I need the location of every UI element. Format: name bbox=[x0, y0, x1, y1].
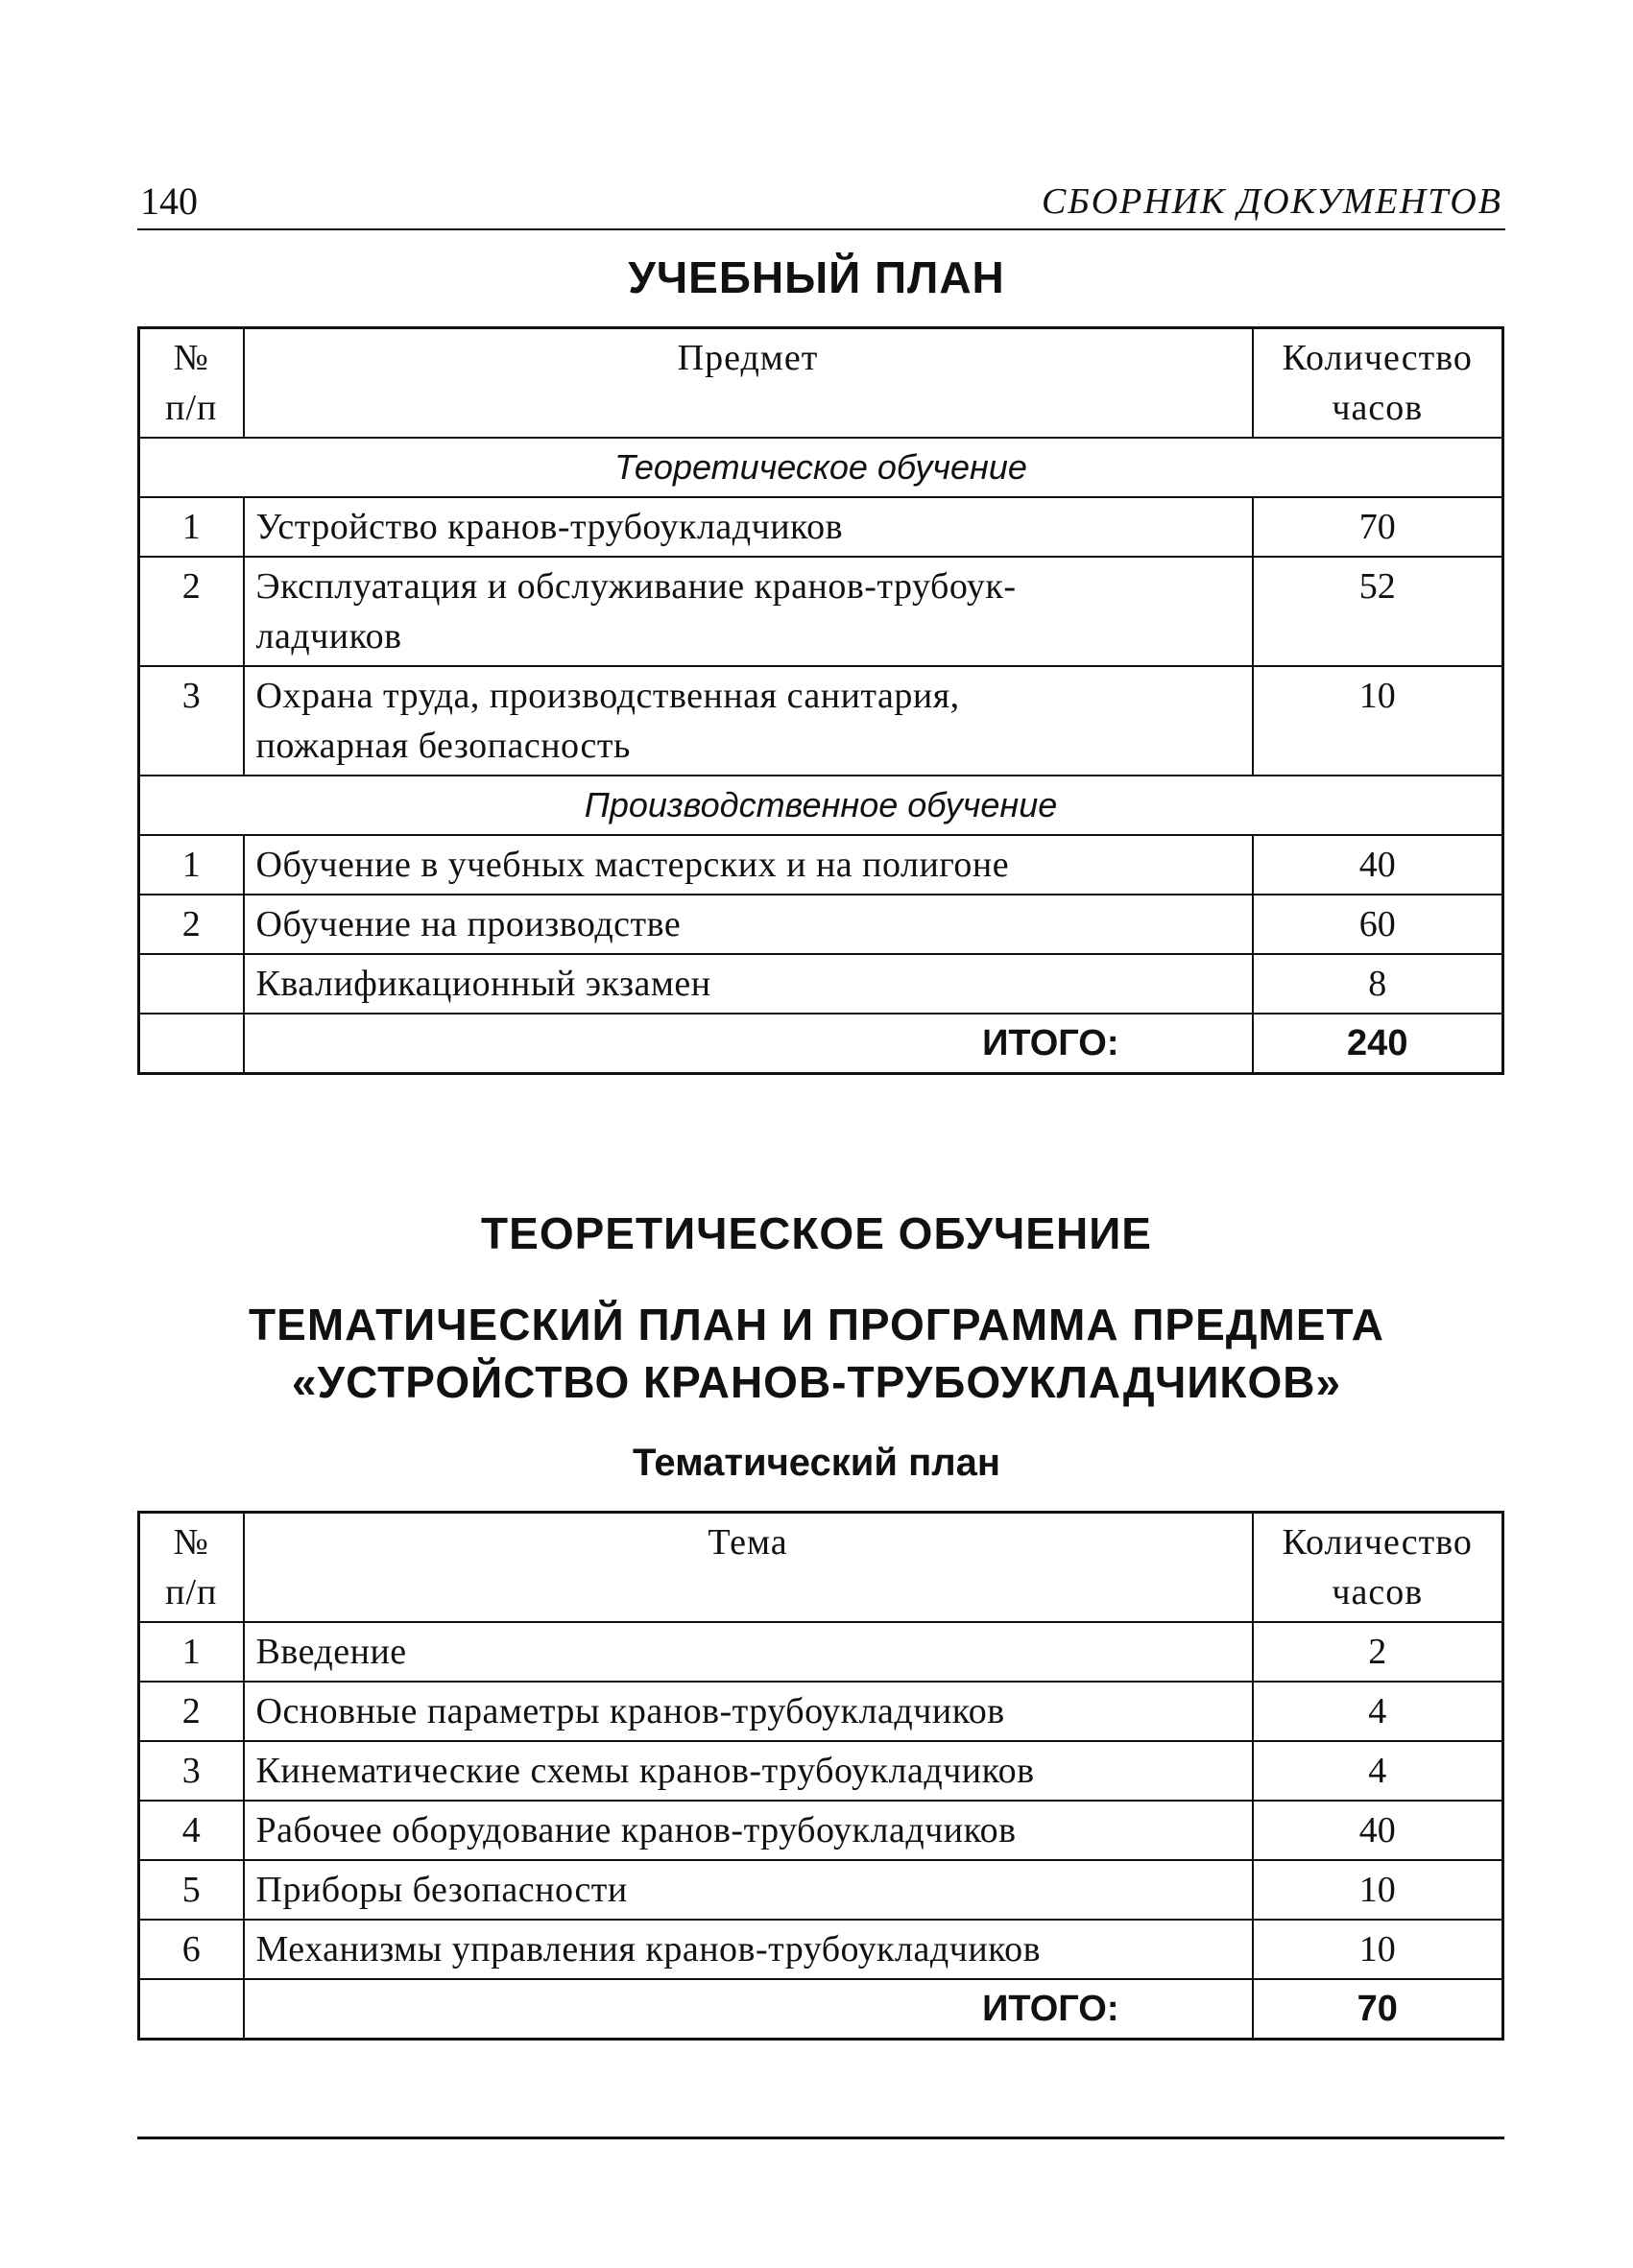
hours-value: 2 bbox=[1253, 1622, 1503, 1682]
topic-name: Механизмы управления кранов-трубоукладчиков bbox=[244, 1920, 1253, 1979]
total-label: ИТОГО: bbox=[244, 1014, 1253, 1074]
page-number: 140 bbox=[140, 179, 198, 223]
topic-rows bbox=[139, 1622, 1503, 1979]
empty-cell bbox=[139, 1979, 244, 2040]
theory-heading: ТЕОРЕТИЧЕСКОЕ ОБУЧЕНИЕ bbox=[481, 1208, 1152, 1258]
theory-rows bbox=[139, 497, 1503, 776]
total-value: 70 bbox=[1253, 1979, 1503, 2040]
row-number: 3 bbox=[139, 1741, 244, 1801]
table-header-row bbox=[139, 1513, 1503, 1623]
section-row-theory bbox=[139, 438, 1503, 497]
table-row bbox=[139, 497, 1503, 557]
curriculum-table bbox=[137, 326, 1504, 1075]
table-row bbox=[139, 895, 1503, 954]
hours-value: 40 bbox=[1253, 835, 1503, 895]
hours-value: 40 bbox=[1253, 1801, 1503, 1860]
subject-name: Обучение на производстве bbox=[244, 895, 1253, 954]
total-row bbox=[139, 1014, 1503, 1074]
table-row bbox=[139, 1801, 1503, 1860]
row-number: 6 bbox=[139, 1920, 244, 1979]
program-heading-line2: «УСТРОЙСТВО КРАНОВ-ТРУБОУКЛАДЧИКОВ» bbox=[291, 1357, 1342, 1407]
table-row bbox=[139, 1860, 1503, 1920]
practice-rows bbox=[139, 835, 1503, 1014]
row-number: 2 bbox=[139, 557, 244, 666]
topic-name: Приборы безопасности bbox=[244, 1860, 1253, 1920]
table-row bbox=[139, 557, 1503, 666]
section-row-practice bbox=[139, 776, 1503, 835]
row-number: 1 bbox=[139, 1622, 244, 1682]
total-value: 240 bbox=[1253, 1014, 1503, 1074]
row-number: 1 bbox=[139, 835, 244, 895]
column-header-hours: Количество часов bbox=[1253, 328, 1503, 439]
table-row bbox=[139, 1622, 1503, 1682]
table-row bbox=[139, 1682, 1503, 1741]
hours-value: 4 bbox=[1253, 1682, 1503, 1741]
hours-value: 60 bbox=[1253, 895, 1503, 954]
table-row bbox=[139, 666, 1503, 776]
hours-value: 8 bbox=[1253, 954, 1503, 1014]
table-header-row bbox=[139, 328, 1503, 439]
column-header-num: № п/п bbox=[139, 328, 244, 439]
subject-name: Охрана труда, производственная санитария, пожарная безопасность bbox=[244, 666, 1253, 776]
curriculum-title: УЧЕБНЫЙ ПЛАН bbox=[628, 252, 1005, 302]
thematic-plan-title: Тематический план bbox=[632, 1442, 1001, 1484]
table-row bbox=[139, 954, 1503, 1014]
footer-rule bbox=[137, 2137, 1504, 2139]
hours-value: 10 bbox=[1253, 666, 1503, 776]
subject-name: Устройство кранов-трубоукладчиков bbox=[244, 497, 1253, 557]
thematic-plan-table bbox=[137, 1511, 1504, 2041]
program-heading-line1: ТЕМАТИЧЕСКИЙ ПЛАН И ПРОГРАММА ПРЕДМЕТА bbox=[249, 1300, 1384, 1349]
section-title: Производственное обучение bbox=[139, 776, 1503, 835]
table-row bbox=[139, 1741, 1503, 1801]
row-number bbox=[139, 954, 244, 1014]
table-row bbox=[139, 835, 1503, 895]
column-header-subject: Предмет bbox=[244, 328, 1253, 439]
row-number: 2 bbox=[139, 1682, 244, 1741]
total-row bbox=[139, 1979, 1503, 2040]
topic-name: Рабочее оборудование кранов-трубоукладчиков bbox=[244, 1801, 1253, 1860]
column-header-num: № п/п bbox=[139, 1513, 244, 1623]
row-number: 5 bbox=[139, 1860, 244, 1920]
row-number: 3 bbox=[139, 666, 244, 776]
hours-value: 52 bbox=[1253, 557, 1503, 666]
empty-cell bbox=[139, 1014, 244, 1074]
hours-value: 70 bbox=[1253, 497, 1503, 557]
subject-name: Обучение в учебных мастерских и на полигоне bbox=[244, 835, 1253, 895]
topic-name: Кинематические схемы кранов-трубоукладчиков bbox=[244, 1741, 1253, 1801]
topic-name: Основные параметры кранов-трубоукладчиков bbox=[244, 1682, 1253, 1741]
table-row bbox=[139, 1920, 1503, 1979]
subject-name: Квалификационный экзамен bbox=[244, 954, 1253, 1014]
row-number: 2 bbox=[139, 895, 244, 954]
hours-value: 10 bbox=[1253, 1920, 1503, 1979]
section-title: Теоретическое обучение bbox=[139, 438, 1503, 497]
subject-name: Эксплуатация и обслуживание кранов-трубоук- ладчиков bbox=[244, 557, 1253, 666]
running-header bbox=[137, 171, 1505, 230]
topic-name: Введение bbox=[244, 1622, 1253, 1682]
total-label: ИТОГО: bbox=[244, 1979, 1253, 2040]
hours-value: 10 bbox=[1253, 1860, 1503, 1920]
column-header-hours: Количество часов bbox=[1253, 1513, 1503, 1623]
column-header-topic: Тема bbox=[244, 1513, 1253, 1623]
row-number: 4 bbox=[139, 1801, 244, 1860]
hours-value: 4 bbox=[1253, 1741, 1503, 1801]
collection-title: СБОРНИК ДОКУМЕНТОВ bbox=[1041, 181, 1502, 222]
row-number: 1 bbox=[139, 497, 244, 557]
